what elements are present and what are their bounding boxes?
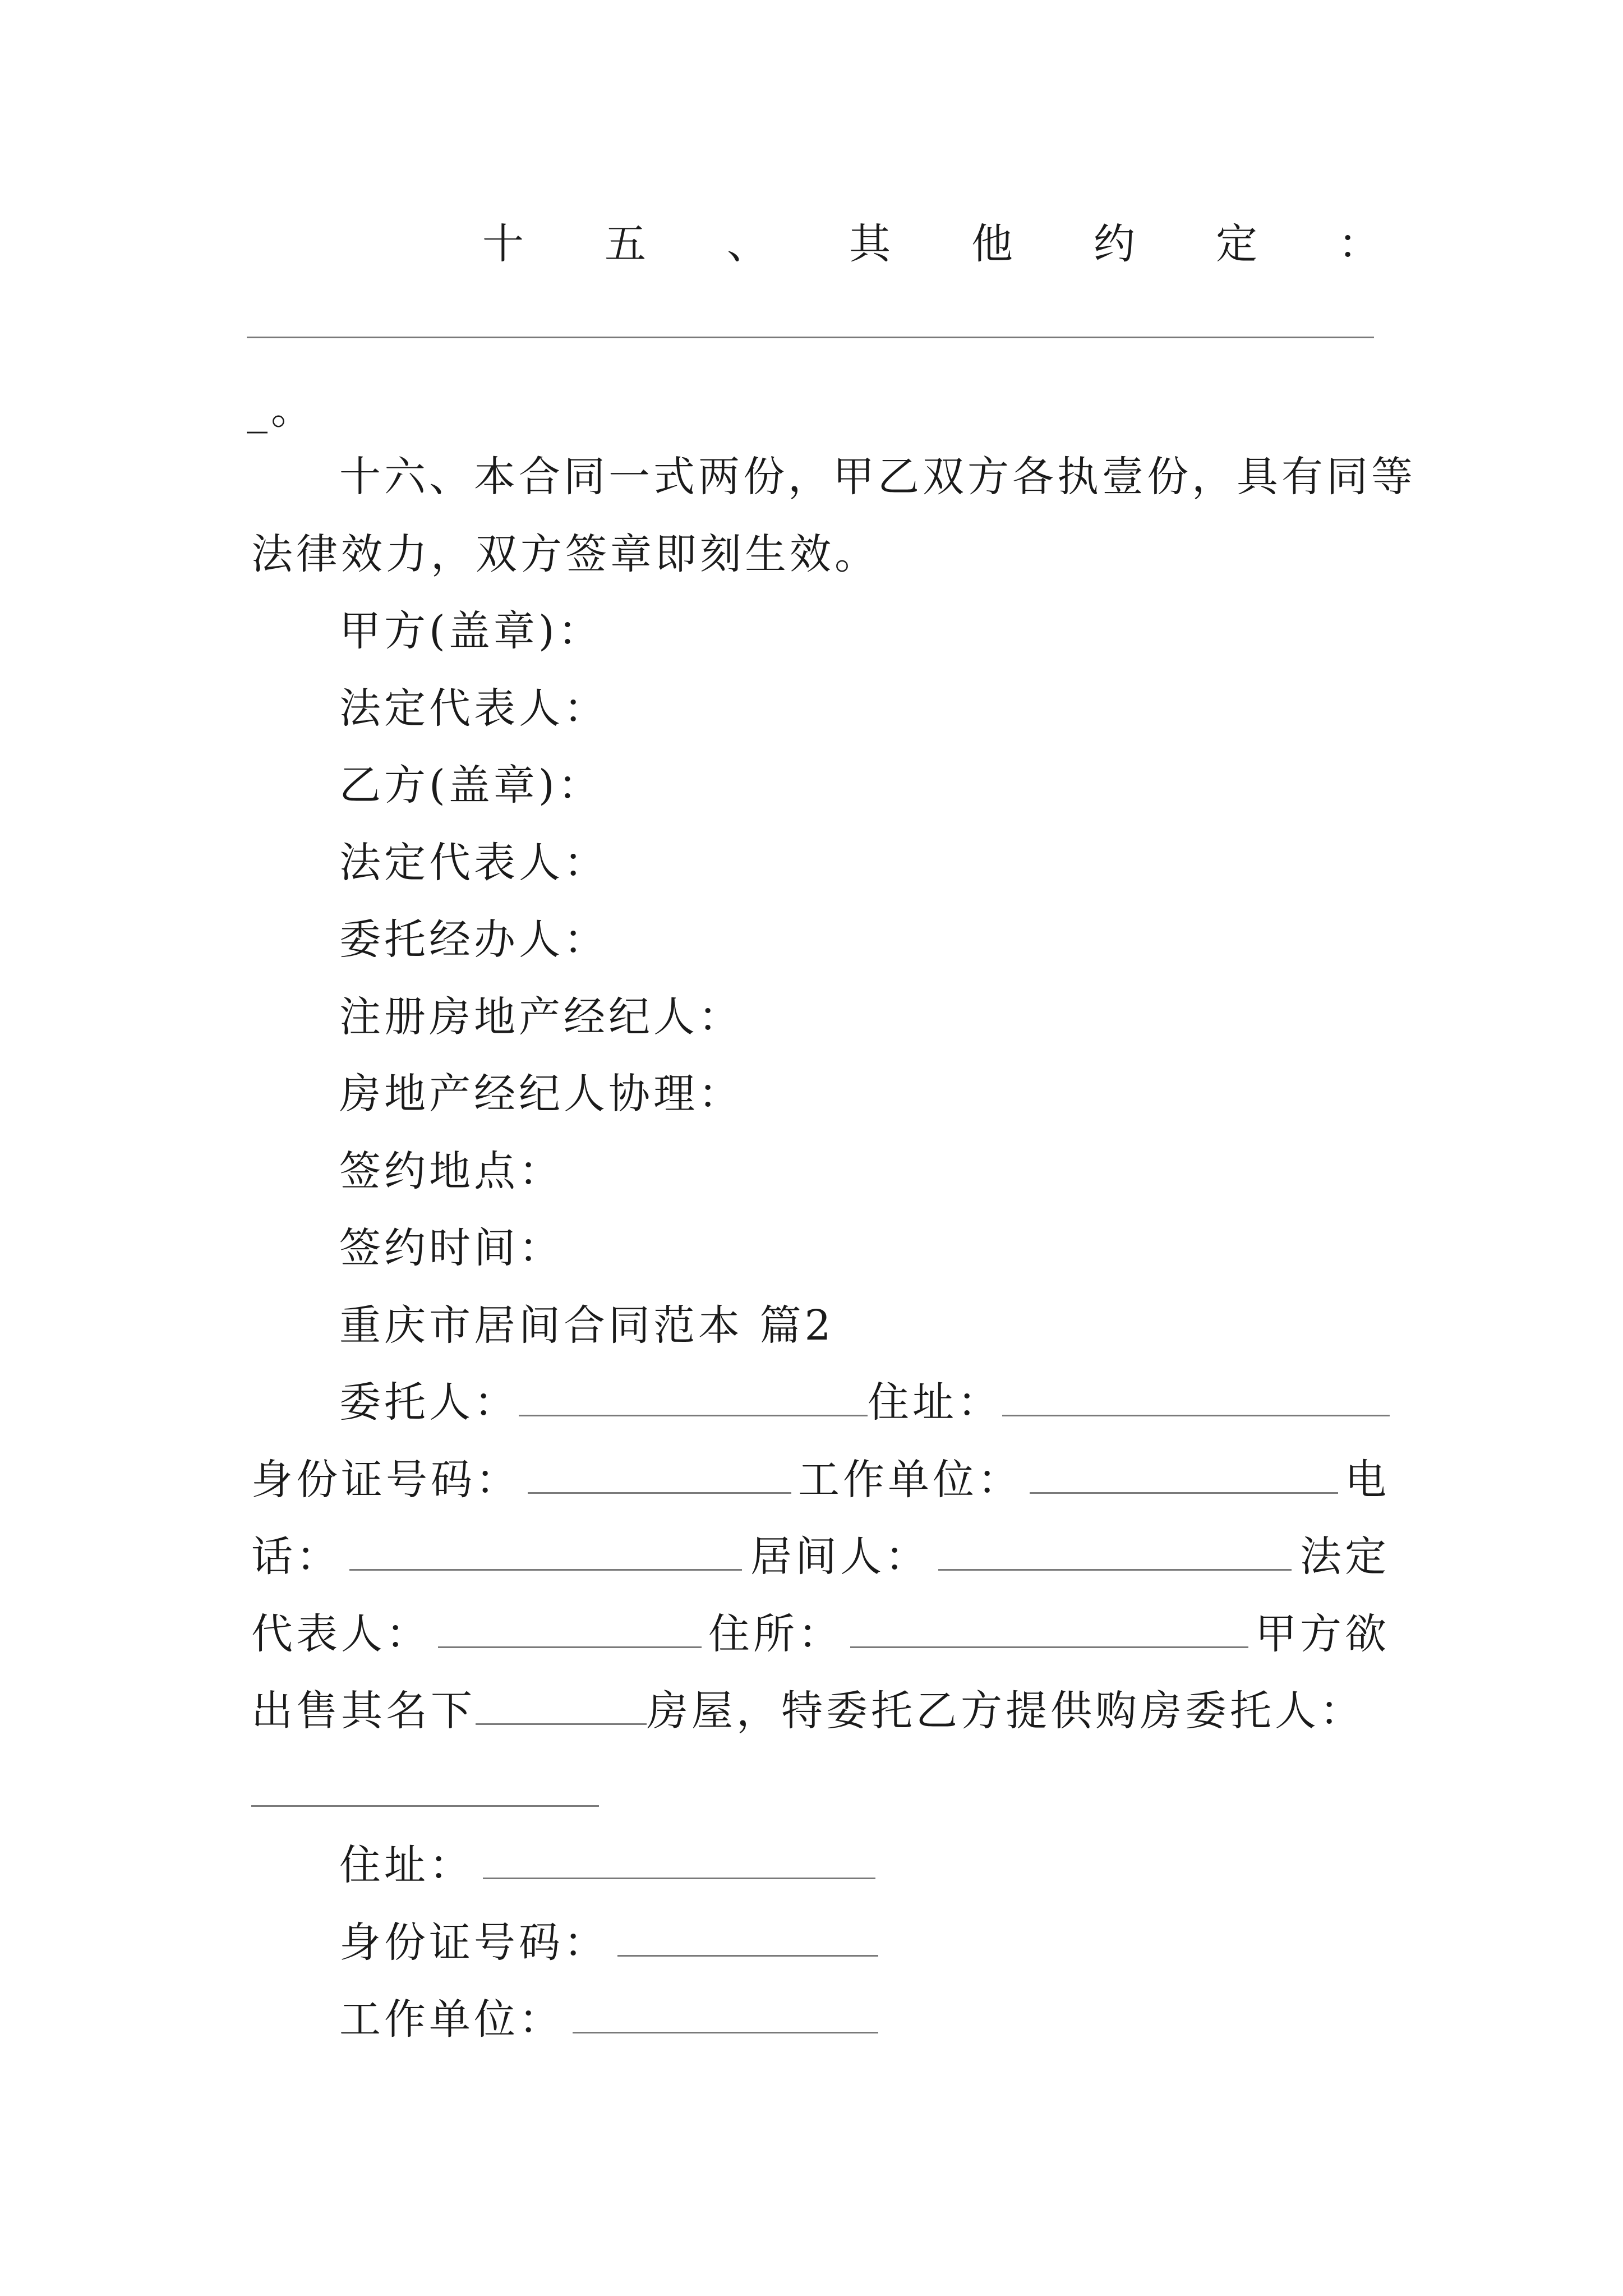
clause-15-blank-line [247,337,1374,338]
buyer-work-label: 工作单位： [339,1995,564,2044]
client-line [339,1374,1390,1430]
party-a-intent-text: 甲方欲 [1255,1610,1390,1658]
buyer-work-line [339,1991,878,2047]
address-blank [1002,1378,1390,1416]
client-label: 委托人： [339,1378,519,1427]
clause-16-line-2: 法律效力，双方签章即刻生效。 [251,530,879,578]
clause-15-char: 十 [482,220,524,268]
property-blank [476,1686,647,1725]
legal-rep-blank [438,1609,702,1648]
contract-2-title: 重庆市居间合同范本 篇2 [339,1301,834,1350]
party-a-legal-rep-label: 法定代表人： [339,684,608,733]
clause-16-line-1: 十六、本合同一式两份，甲乙双方各执壹份，具有同等 [339,453,1416,501]
broker-assistant-label: 房地产经纪人协理： [339,1070,743,1118]
clause-15-char: 他 [971,220,1013,268]
phone-label-part-1: 电 [1345,1456,1390,1504]
id-blank [528,1455,791,1494]
party-a-seal-label: 甲方(盖章)： [339,607,603,655]
clause-15-tail: _。 [247,385,316,434]
sell-prefix: 出售其名下 [251,1687,476,1735]
client-blank [519,1378,868,1416]
buyer-work-blank [573,1995,878,2033]
party-b-legal-rep-label: 法定代表人： [339,839,608,887]
signing-place-label: 签约地点： [339,1147,564,1195]
clause-15-char: ： [1338,220,1380,268]
clause-15-char: 、 [727,220,768,268]
sell-suffix: 房屋，特委托乙方提供购房委托人： [647,1687,1364,1735]
phone-broker-line [251,1529,1390,1585]
id-work-line [251,1452,1390,1508]
clause-15-char: 定 [1216,220,1257,268]
clause-15-char: 其 [849,220,891,268]
buyer-id-line [339,1915,878,1971]
legal-label-part-2: 代表人： [251,1610,431,1658]
residence-blank [850,1609,1248,1648]
clause-15-char: 五 [605,220,646,268]
party-b-seal-label: 乙方(盖章)： [339,761,603,809]
agent-label: 委托经办人： [339,915,608,964]
registered-broker-label: 注册房地产经纪人： [339,993,743,1041]
address-label: 住址： [867,1378,1002,1427]
sell-line [251,1683,1390,1739]
legal-label-part-1: 法定 [1300,1533,1390,1581]
buyer-id-label: 身份证号码： [339,1918,608,1967]
broker-label: 居间人： [750,1533,930,1581]
work-blank [1030,1455,1338,1494]
phone-label-part-2: 话： [251,1533,341,1581]
clause-15-char: 约 [1094,220,1135,268]
buyer-name-blank [251,1805,599,1807]
legal-residence-line [251,1606,1390,1662]
signing-time-label: 签约时间： [339,1224,564,1272]
residence-label: 住所： [708,1610,843,1658]
buyer-address-line [339,1837,875,1893]
clause-15-heading [482,216,1380,272]
work-label: 工作单位： [798,1456,1022,1504]
broker-blank [938,1532,1292,1571]
id-label: 身份证号码： [251,1456,520,1504]
buyer-id-blank [617,1918,878,1957]
buyer-address-label: 住址： [339,1841,474,1889]
phone-blank [349,1532,742,1571]
buyer-address-blank [483,1841,875,1879]
